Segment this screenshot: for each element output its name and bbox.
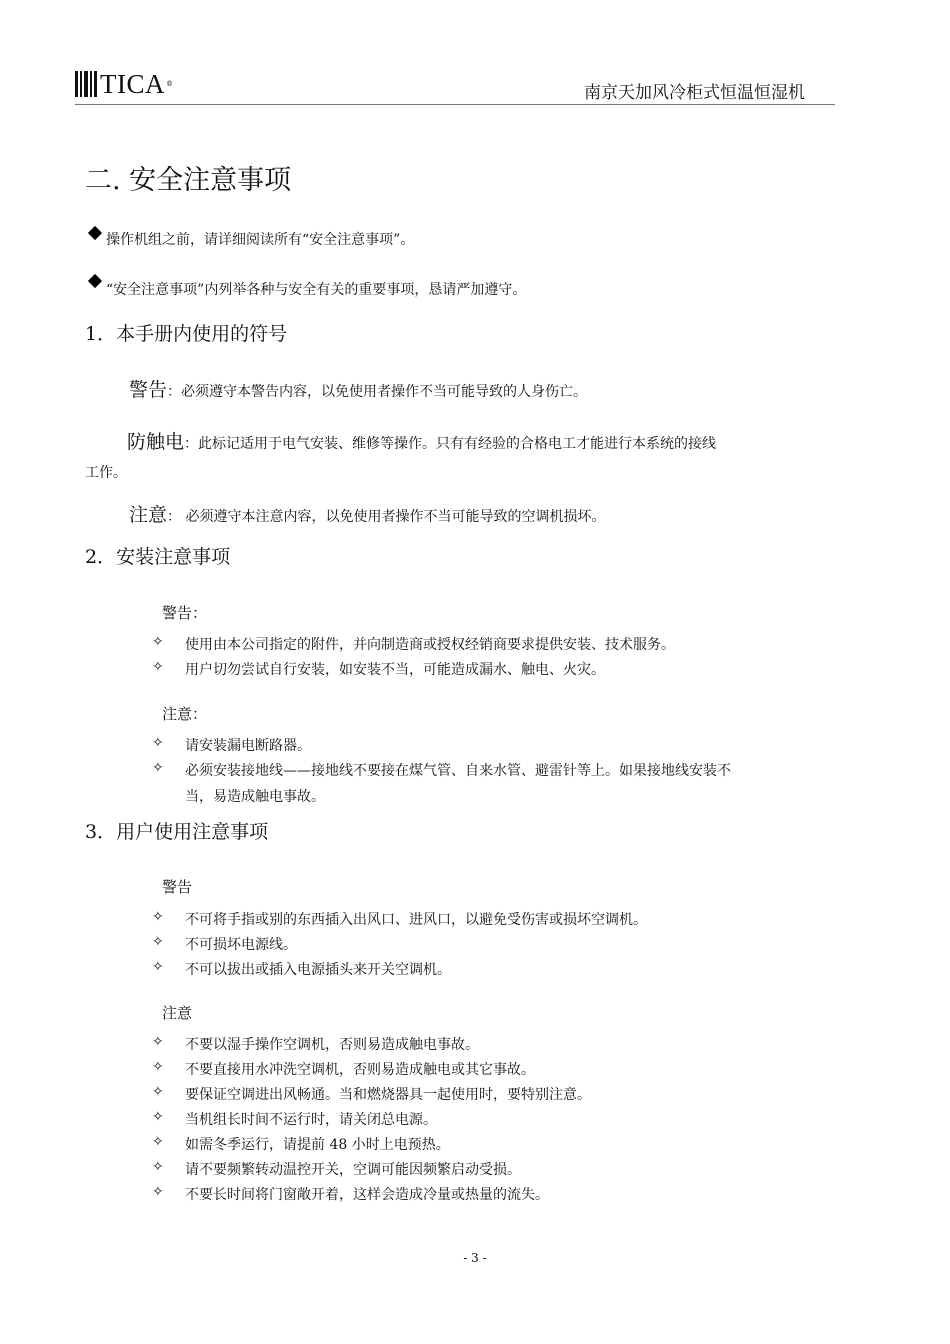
section-title: 二. 安全注意事项 [85,165,292,196]
subsection-3-title: 3．用户使用注意事项 [85,821,269,843]
list-item: ✧ 不要长时间将门窗敞开着，这样会造成冷量或热量的流失。 [152,1184,549,1203]
symbol-caution [129,500,605,527]
four-pointed-star-icon: ✧ [152,735,164,751]
four-pointed-star-icon: ✧ [152,1034,164,1050]
list-item: ✧ 不要直接用水冲洗空调机，否则易造成触电或其它事故。 [152,1059,535,1078]
logo-text: TICA [100,69,165,99]
intro-line-1: 操作机组之前，请详细阅读所有“安全注意事项”。 [106,232,415,248]
list-item: ✧ 不可损坏电源线。 [152,934,297,953]
four-pointed-star-icon: ✧ [152,1134,164,1150]
subsection-1-title: 1．本手册内使用的符号 [85,323,288,345]
four-pointed-star-icon: ✧ [152,909,164,925]
four-pointed-star-icon: ✧ [152,760,164,776]
install-warning-heading: 警告： [162,604,208,622]
list-item: ✧ 必须安装接地线——接地线不要接在煤气管、自来水管、避雷针等上。如果接地线安装不 [152,760,731,779]
diamond-icon [90,223,100,242]
list-item: ✧ 请安装漏电断路器。 [152,735,311,754]
list-item: ✧ 使用由本公司指定的附件，并向制造商或授权经销商要求提供安装、技术服务。 [152,634,675,653]
four-pointed-star-icon: ✧ [152,659,164,675]
registered-mark: ® [166,80,173,88]
page-number: - 3 - [463,1251,487,1265]
caution-label: 注意 [129,504,168,526]
symbol-warning [129,375,587,402]
shock-description-cont: 工作。 [85,465,127,481]
four-pointed-star-icon: ✧ [152,959,164,975]
tica-logo [75,69,173,99]
usage-warning-heading: 警告 [162,878,193,896]
caution-description: ： 必须遵守本注意内容，以免使用者操作不当可能导致的空调机损坏。 [167,509,606,525]
four-pointed-star-icon: ✧ [152,1184,164,1200]
diamond-icon [90,271,100,290]
list-item: ✧ 请不要频繁转动温控开关，空调可能因频繁启动受损。 [152,1159,521,1178]
list-item: ✧ 如需冬季运行，请提前 48 小时上电预热。 [152,1134,450,1153]
list-item: ✧ 不可将手指或别的东西插入出风口、进风口，以避免受伤害或损坏空调机。 [152,909,647,928]
tica-logo-mark-icon [75,71,97,97]
symbol-shock [127,427,716,454]
shock-label: 防触电 [127,431,185,453]
list-item: ✧ 要保证空调进出风畅通。当和燃烧器具一起使用时，要特别注意。 [152,1084,591,1103]
four-pointed-star-icon: ✧ [152,1084,164,1100]
four-pointed-star-icon: ✧ [152,634,164,650]
header-title: 南京天加风冷柜式恒温恒湿机 [584,83,805,103]
warning-label: 警告 [129,379,168,401]
warning-description: ：必须遵守本警告内容，以免使用者操作不当可能导致的人身伤亡。 [167,384,588,400]
list-item: ✧ 当机组长时间不运行时，请关闭总电源。 [152,1109,437,1128]
intro-line-2: “安全注意事项”内列举各种与安全有关的重要事项，恳请严加遵守。 [106,282,527,298]
header-divider [75,104,835,105]
four-pointed-star-icon: ✧ [152,934,164,950]
subsection-2-title: 2．安装注意事项 [85,546,231,568]
four-pointed-star-icon: ✧ [152,1109,164,1125]
shock-description: ：此标记适用于电气安装、维修等操作。只有有经验的合格电工才能进行本系统的接线 [184,436,717,452]
install-caution-heading: 注意： [162,705,208,723]
four-pointed-star-icon: ✧ [152,1159,164,1175]
list-item: ✧ 用户切勿尝试自行安装，如安装不当，可能造成漏水、触电、火灾。 [152,659,605,678]
usage-caution-heading: 注意 [162,1004,193,1022]
list-item: ✧ 不可以拔出或插入电源插头来开关空调机。 [152,959,451,978]
four-pointed-star-icon: ✧ [152,1059,164,1075]
list-item: ✧ 不要以湿手操作空调机，否则易造成触电事故。 [152,1034,479,1053]
list-item-continuation: 当，易造成触电事故。 [185,789,325,805]
